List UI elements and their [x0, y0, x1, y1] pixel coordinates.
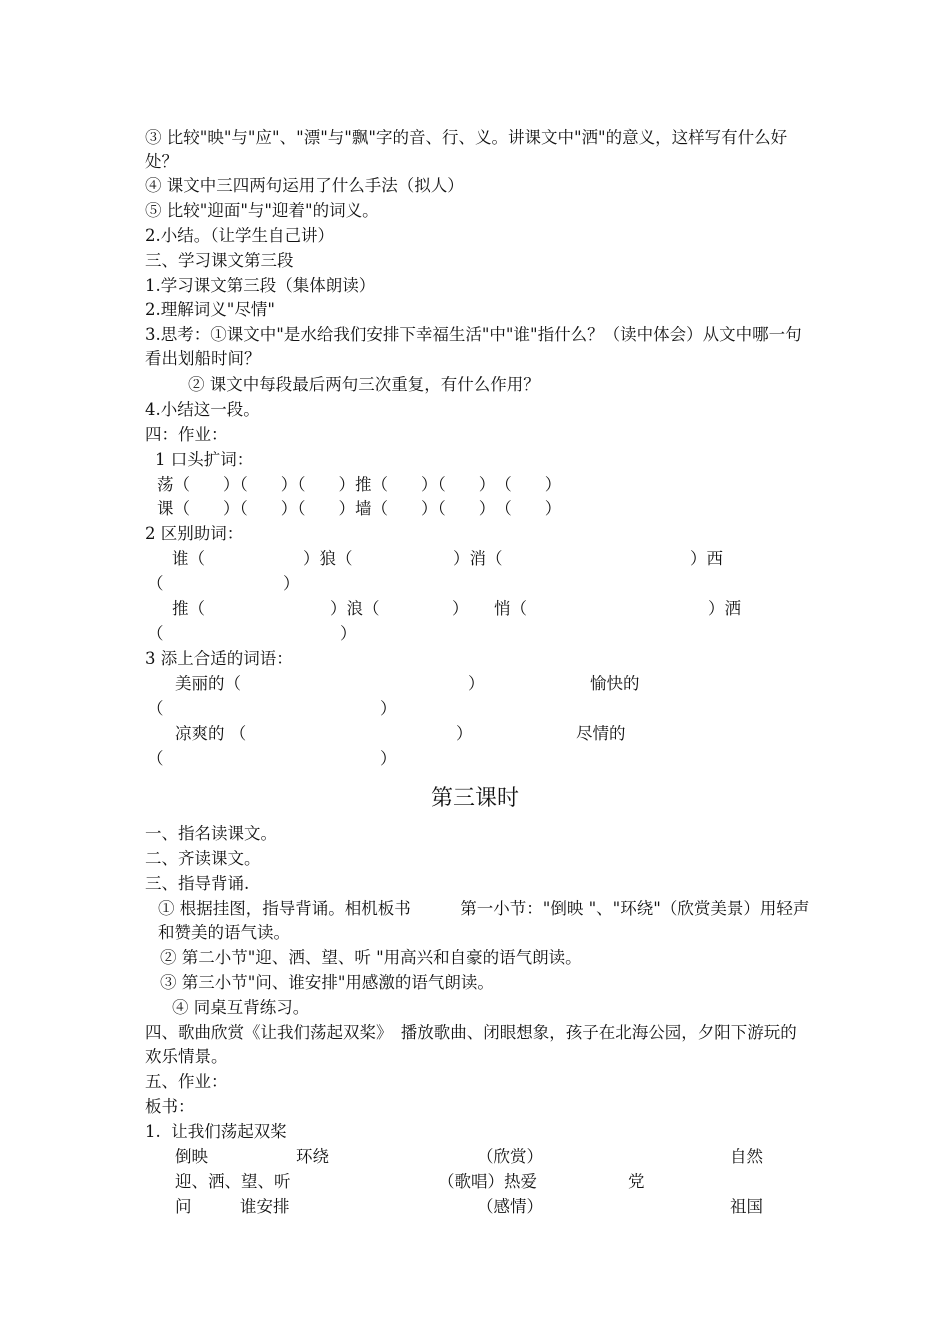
compare-char-lang: ）狼（	[303, 549, 353, 568]
lesson-3-step-2: 二、齐读课文。	[145, 849, 261, 868]
word-expand-row-2: 课（ ）（ ）（ ）墙（ ）（ ） （ ）	[157, 499, 562, 518]
step-3-sub-2: ② 课文中每段最后两句三次重复，有什么作用？	[188, 375, 540, 394]
board-actions: 迎、洒、望、听	[175, 1172, 291, 1191]
recite-guide-1: ① 根据挂图，指导背诵。相机板书 第一小节："倒映 "、"环绕"（欣赏美景）用轻声和赞美的语气读。	[158, 899, 810, 942]
compare-char-paren-close: ）	[283, 574, 300, 593]
board-nature: 自然	[730, 1147, 763, 1166]
compare-char-sa: ）洒	[708, 599, 741, 618]
homework-2-heading: 2 区别助词：	[145, 524, 244, 543]
compare-char-xi: ）西	[690, 549, 723, 568]
board-ask: 问	[175, 1197, 192, 1216]
board-sing-love: （歌唱）热爱	[438, 1172, 537, 1191]
word-expand-row-1: 荡（ ）（ ）（ ）推（ ）（ ） （ ）	[157, 475, 562, 494]
fill-happy: 愉快的	[590, 674, 640, 693]
fill-paren-open-b: （	[147, 699, 164, 718]
song-appreciation: 四、歌曲欣赏《让我们荡起双桨》 播放歌曲、闭眼想象，孩子在北海公园，夕阳下游玩的欢乐情景。	[145, 1023, 797, 1066]
recite-guide-4: ④ 同桌互背练习。	[172, 998, 310, 1017]
fill-cool: 凉爽的 （	[175, 724, 247, 743]
compare-char-paren-open-2: （	[147, 624, 164, 643]
fill-paren-close-c: ）	[456, 724, 473, 743]
board-who-arranged: 谁安排	[240, 1197, 290, 1216]
question-3-compare-chars: ③ 比较"映"与"应"、"漂"与"飘"字的音、行、义。讲课文中"洒"的意义，这样写有什么好处？	[145, 128, 788, 171]
homework-heading: 四：作业：	[145, 425, 228, 444]
compare-char-paren-close-2: ）	[340, 624, 357, 643]
fill-paren-close-a: ）	[468, 674, 485, 693]
step-1: 1.学习课文第三段（集体朗读）	[145, 276, 376, 295]
board-feeling: （感情）	[477, 1197, 543, 1216]
fill-heartily: 尽情的	[576, 724, 626, 743]
question-4-rhetoric: ④ 课文中三四两句运用了什么手法（拟人）	[145, 176, 464, 195]
board-appreciate: （欣赏）	[477, 1147, 543, 1166]
question-5-compare-words: ⑤ 比较"迎面"与"迎着"的词义。	[145, 201, 379, 220]
lesson-3-homework: 五、作业：	[145, 1072, 228, 1091]
step-4: 4.小结这一段。	[145, 400, 260, 419]
fill-paren-open-d: （	[147, 749, 164, 768]
compare-char-paren: ）	[452, 599, 469, 618]
recite-guide-3: ③ 第三小节"问、谁安排"用感激的语气朗读。	[160, 973, 494, 992]
compare-char-shui: 谁（	[172, 549, 205, 568]
homework-1-heading: 1 口头扩词：	[155, 450, 254, 469]
section-heading-3: 三、学习课文第三段	[145, 251, 294, 270]
step-3-think: 3.思考：①课文中"是水给我们安排下幸福生活"中"谁"指什么？（读中体会）从文中哪一句看出划船时间？	[145, 325, 802, 368]
board-party: 党	[628, 1172, 645, 1191]
fill-paren-close-d: ）	[380, 749, 397, 768]
compare-char-paren-open: （	[147, 574, 164, 593]
blackboard-title: 1. 让我们荡起双桨	[145, 1122, 287, 1141]
compare-char-tui: 推（	[172, 599, 205, 618]
lesson-3-step-1: 一、指名读课文。	[145, 824, 277, 843]
compare-char-lang2: ）浪（	[330, 599, 380, 618]
blackboard-heading: 板书：	[145, 1097, 195, 1116]
board-motherland: 祖国	[730, 1197, 763, 1216]
homework-3-heading: 3 添上合适的词语：	[145, 649, 293, 668]
board-reflect: 倒映	[175, 1147, 208, 1166]
step-2: 2.理解词义"尽情"	[145, 300, 275, 319]
lesson-3-title: 第三课时	[430, 786, 519, 811]
summary-item: 2.小结。（让学生自己讲）	[145, 226, 334, 245]
compare-char-qiao: 悄（	[494, 599, 527, 618]
lesson-3-step-3: 三、指导背诵.	[145, 874, 250, 893]
fill-beautiful: 美丽的（	[175, 674, 241, 693]
compare-char-xiao: ）消（	[453, 549, 503, 568]
fill-paren-close-b: ）	[380, 699, 397, 718]
recite-guide-2: ② 第二小节"迎、洒、望、听 "用高兴和自豪的语气朗读。	[160, 948, 582, 967]
board-surround: 环绕	[296, 1147, 329, 1166]
